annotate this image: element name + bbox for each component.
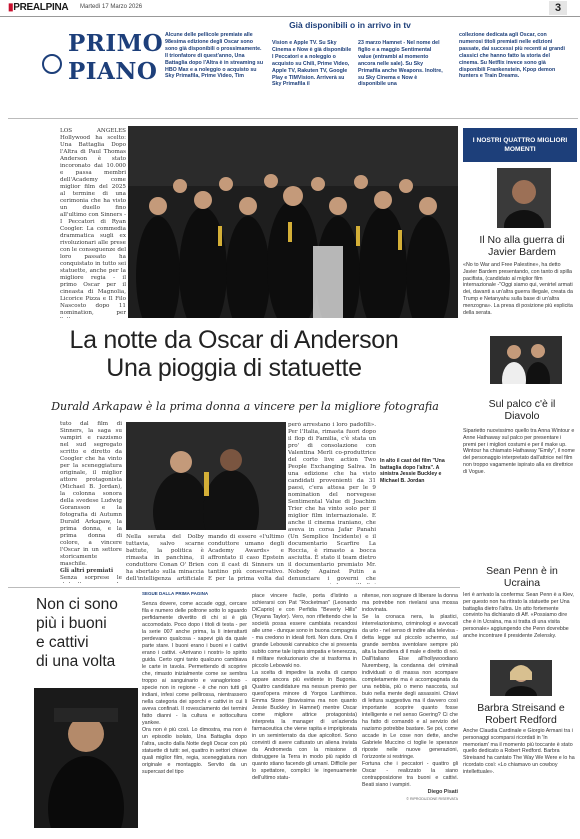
feature-col-3: nitense, non sognare di liberare la donna ma potrebbe non rivelarsi una mossa indovinata. Se la cronaca nera, la plastici, interrelazionismo, criminologi e avvocati da urlo - nel senso di indire alla televisa - detta legge sul piccolo schermo, sul grande sembra sventolare sempre più alta la bandiera di il male e diretto di noi. Dall'Italiano Else all'hollywoodiano Nuremberg, la condanna dei criminali individuati o di massa non scompare completamente ma è accompagnata da una nebbia, più o meno nascosta, sul buio nella mente degli assassini. Chiavi di lettura suggestiva ma il davvero così importante scoprire quanto fosse intelligente e nel senso Goering? Ci che ha fatto di comandò e al servizio del nazismo potrebbe bastare. Se poi, come accade in Le cose non dette, anche Gabriele Muccino ci toglie le speranze riposte nelle nuove generazioni, l'orizzonte si restringe. Fortuna che i peccatori - quattro gli Oscar - realizzato la siano contrapposizione tra buoni e cattivi. Beati siano i vampiri. Diego Pisati © RIPRODUZIONE RISERVATA [362, 593, 458, 801]
promo-col-1: Alcune delle pellicole premiate alle 98esima edizione degli Oscar sono sono già disponibili o prossimamente. Il trionfatore di quest'anno, Una Battaglia dopo l'Altra è in streaming su HBO Max e a noleggio o acquisto su Sky Primafila, Prime Video, Tim [165, 32, 264, 80]
wintour-hathaway-photo [490, 336, 562, 384]
promo-title: Già disponibili o in arrivo in tv [289, 20, 411, 30]
divider [8, 118, 578, 119]
moment-1-title: Il No alla guerra di Javier Bardem [479, 234, 565, 258]
article-col-1: tuto dal film di Sinners, la saga su vampiri e razzismo nel sud segregato scritto e diretto da Coogler che ha vinto per la sceneggiatura originale, il miglior attore protagonista (Michael B. Jordan), la colonna sonora della svedese Ludwig Goransson e la fotografia di Autumn Durald Arkapaw, la prima donna, e la prima donna di colore, a vincere l'Oscar in un settore storicamente maschile. Gli altri premiati Senza sorprese le [60, 421, 122, 581]
moment-3-body: Ieri è arrivato la conferma: Sean Penn è a Kiev, per questo non ha ritirato la statuette per Una battaglia dietro l'altra. Un atto fortemente convinto ha dichiarato di Aff. «Possiamo dire che è in Ucraina, ma si tratta di una visita personale» aggiungendo che Penn dovrebbe anche incontrare il presidente Zelensky. [463, 592, 574, 639]
bardem-photo [497, 168, 551, 228]
issue-date: Martedì 17 Marzo 2026 [80, 4, 143, 10]
promo-col-3: 23 marzo Hamnet - Nel nome del figlio e a maggio Sentimental value (entrambi al momento ancora nelle sale). Su Sky Primafila anche Weapons. Inoltre, su Sky Cinema e Now è disponibile una [358, 40, 443, 88]
moment-4-body: Anche Claudia Cardinale e Giorgio Armani tra i personaggi scomparsi ricordati in 'In memoriam' ma il momento più toccante è stato quello dedicato a Robert Redford. Barbra Streisand ha cantato The Way We Were e lo ha ricordato così: «Lo chiamavo un cowboy intellettuale». [463, 728, 575, 775]
section-title: PRIMO PIANO [68, 30, 164, 85]
streisand-photo-illustration [490, 660, 552, 696]
headline: La notte da Oscar di Anderson Una pioggia di statuette [69, 326, 399, 382]
article-col-4: però arrestano i loro padofili». Per l'Italia, rimasta fuori dopo il flop di Familia, c'è stata un pro' di consolazione con Valentina Merli co-produttrice del corto live action Two People Exchanging Saliva. In una edizione che ha visto candidati provenienti da 31 paesi, c'era attesa per le 9 nomination del norvegese Sentimental Value di Joachim Trier che ha vinto solo per il miglior film internazionale. E anche il cinema iraniano, che aveva in corsa Jafar Panahi (Un Semplice Incidente) e il documentario Scarfire La Roccia, è rimasto a bocca asciutta. È stato il team dietro il documentario premiato Mr. Nobody Against Putin a denunciare i governi che [288, 422, 376, 582]
wintour-hathaway-photo-illustration [490, 336, 562, 384]
feature-col-1: Senza dovere, come accade oggi, cercare fila e numero delle poltrone sotto lo sguardo perfidamente divertito di chi si è già accomodato. Poco dopo i titoli di testa - per la serie 007 anche prima, la li interattarti perdevano qualcosa - sapevi già da quale parte stare. I buoni erano i buoni e i cattivi erano i cattivi. «Arrivano i nostri» lo spirito guida. Certo ogni tanto qualcuno cambiava le carte in tavola. Permettendo di scoprire che, rimasto inizialmente come se sembra troppo ai sanguinario e vanaglorioso - specie non in regione - è che non tutti gli indiani, infesi come pellirossa, nientrassero nella categoria dei sporchi e cattivi in cui li aveva confinati. Il rovesciamento dei termini fatto dianni - la cultura e sottocultura yankee. Ora non è più così. Lo dimostra, ma non è un episodio isolato, Una Battaglia dopo l'altra, uscito dalla Notte degli Oscar con più statuette di tutti: sei, quattro in settori chiave quali miglior film, regia, sceneggiatura non originale e montaggio. Servito da un supercast del tipo [142, 601, 247, 775]
promo-col-2: Vision e Apple TV. Su Sky Cinema e Now è già disponibile I Peccatori e a noleggio o acquisto su Chili, Prime Video, Apple TV, Rakuten TV, Google Play e TIMVision. Arriverà su Sky Primafila il [272, 40, 352, 88]
divider [8, 587, 460, 588]
feature-kicker: SEGUE DALLA PRIMA PAGINA [142, 591, 209, 596]
feature-col-2: piace vincere facile, porta d'istinto a schierarsi con Pat "Rocketman" (Leonardo DiCaprio) e con Perfidia "Beverly Hills" (Teyana Taylor). Vero, non riflettendo che la società possa essere cambiata recandosi alle urne - dunque sono in buona compagnia - ma credono in ideali forti. Non dura. Ora il grande Lebowski cannabico che si presenta subito come tale ispira simpatia e tenerezza, il militare rivoluzionario che si trasforma in piccolo Lebowski no. La scelta di impedire la svolta di campo appare ancora più evidente in Bugonia. Quattro candidature ma nessun premio per quest'opera minore di Yorgos Lanthimos. Emma Stone (bravissima ma non quanto Jessie Buckley in Hamnet) mentre Oscar come migliore attrice protagonista) interpreta la manager di un'azienda farmaceutica che viene rapita e imprigionata in un seminterrato da due apicoltori. Sono convinti di avere catturato un aliena inviata da Andromeda con la missione di distruggere la Terra in modo più rapido di quanto stiano facendo gli umani. Difficile per lo spettatore, complici le ingenuamente dell'ultimo statu- [252, 593, 357, 781]
article-col-2: Nella serata del Dolby tuttavia, salvo scarne battute, la politica è rimasta in panchina, il conduttore Conan O' Brien ha sbertato sulla minaccia dell'intelligenza artificiale [126, 534, 204, 582]
masthead-logo: ▮PREALPINA [8, 2, 69, 13]
copyright-credit: © RIPRODUZIONE RISERVATA [406, 797, 458, 801]
feature-photo-illustration [34, 688, 138, 828]
cast-photo [128, 126, 458, 318]
author-signature: Diego Pisati [427, 789, 458, 795]
moment-4-title: Barbra Streisand e Robert Redford [477, 702, 565, 726]
headline-subtitle: Durald Arkapaw è la prima donna a vincere per la migliore fotografia [51, 400, 439, 413]
cast-photo-illustration [128, 126, 458, 318]
article-subhead: Gli altri premiati [60, 568, 114, 574]
section-logo-icon [42, 54, 62, 74]
awards-photo-illustration [126, 422, 286, 530]
moment-1-body: «No to War and Free Palestine», ha detto Javier Bardem presentando, con tanto di spilla pacifista, (candidato al miglior film internazionale -"Oggi siamo qui, venirtel armati dei, davanti a un'altra guerra illegale, creata da Trump e Netanyahu sulla base di un'altra menzogna». La presa di posizione più esplicita della serata. [463, 262, 573, 316]
page-number: 3 [549, 1, 567, 15]
moment-2-body: Siparietto nuovissimo quello tra Anna Wintour e Anne Hathaway sul palco per presentare i premi per i migliori costumi e per il make up. Wintour ha chiamato Hathaway "Emily", il nome del personaggio interpretato dall'attrice nel film non troppo vagamente ispirato alla ex direttrice di Vogue. [463, 428, 575, 475]
lead-paragraph: LOS ANGELES Hollywood ha scelto: Una Battaglia Dopo l'Altra di Paul Thomas Anderson è stato incoronato dai 10.000 e passa membri dell'Academy come miglior film del 2025 al termine di una cerimonia che ha visto un duello fino all'ultimo con Sinners - I Peccatori di Ryan Coogler. La commedia drammatica sugli ex rivoluzionari alle prese con le conseguenze del loro passato ha conquistato in tutto sei statuette, anche per la migliore regia - il primo Oscar per il cineasta di Magnolia, Licorice Pizza e Il Filo Nascosto dopo 11 nomination, per [60, 128, 126, 316]
sidebar-header: I NOSTRI QUATTRO MIGLIORI MOMENTI [463, 128, 577, 162]
moment-2-title: Sul palco c'è il Diavolo [488, 398, 556, 422]
moment-3-title: Sean Penn è in Ucraina [486, 565, 558, 589]
feature-title: Non ci sono più i buoni e cattivi di una volta [36, 596, 118, 670]
awards-photo [126, 422, 286, 530]
photo-caption: In alto il cast del film "Una battaglia dopo l'altra". A sinistra Jessie Buckley e Michael B. Jordan [380, 458, 445, 484]
feature-photo [34, 688, 138, 828]
bardem-photo-illustration [497, 168, 551, 228]
article-col-3: mando di essere «l'ultimo conduttore umano degli Academy Awards» e affrontato il caso Epstein con il cast di Sinners un tantino più conservativo. E per la prima volta dal [208, 534, 284, 582]
promo-col-4: collezione dedicata agli Oscar, con numerosi titoli premiati nelle edizioni passate, dai successi più recenti ai grandi classici che hanno fatto la storia del cinema. Su Netflix invece sono già disponibili Frankenstein, Kpop demon hunters e Train Dreams. [459, 32, 565, 80]
streisand-photo [490, 660, 552, 696]
